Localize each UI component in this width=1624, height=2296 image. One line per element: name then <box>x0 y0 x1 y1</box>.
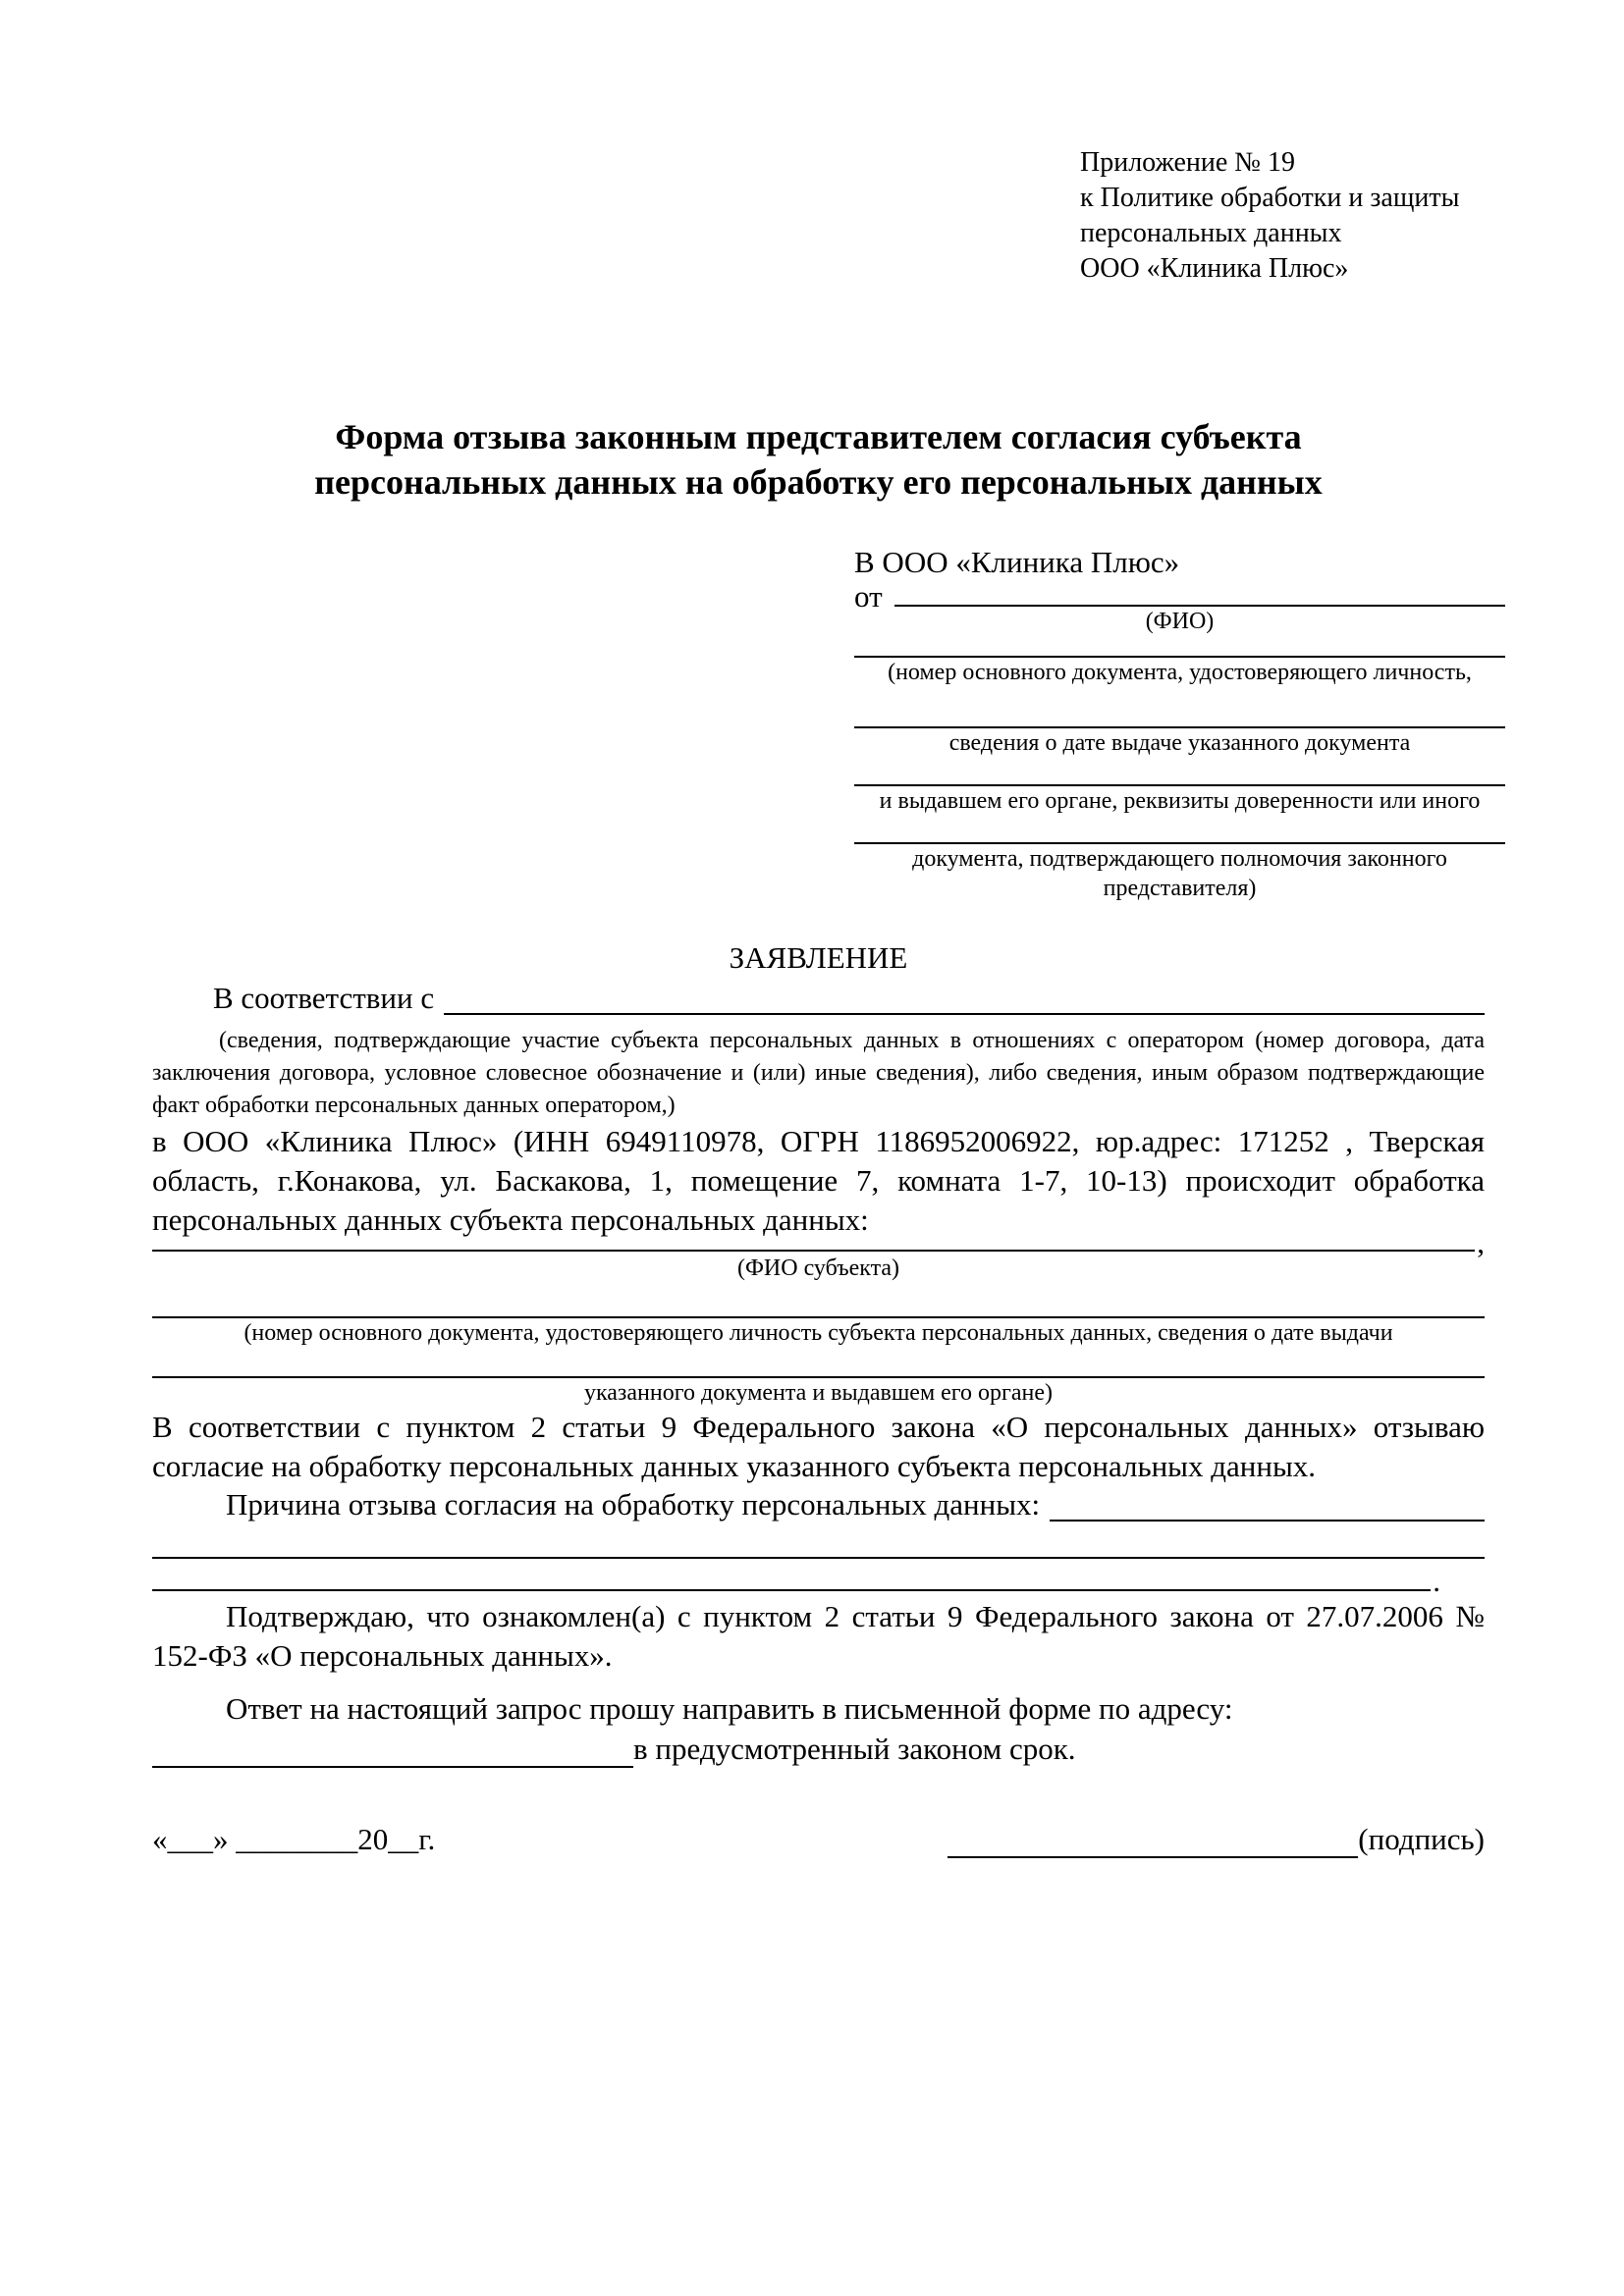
appendix-note-line: к Политике обработки и защиты <box>1080 183 1460 213</box>
comma-mark: , <box>1477 1225 1485 1259</box>
reply-tail: в предусмотренный законом срок. <box>633 1732 1076 1766</box>
reason-label: Причина отзыва согласия на обработку персональных данных: <box>226 1487 1041 1522</box>
basis-input-line <box>444 980 1485 1015</box>
signature-line <box>947 1819 1358 1858</box>
doc-number-input-line <box>854 636 1505 658</box>
fio-caption: (ФИО) <box>1145 609 1215 634</box>
reason-row <box>152 1486 1485 1522</box>
period-mark: . <box>1433 1564 1440 1598</box>
date-field: «___» ________20__г. <box>152 1822 436 1856</box>
subject-doc-input-line <box>152 1348 1485 1378</box>
reason-blank-line <box>152 1522 1485 1559</box>
confirm-paragraph: Подтверждаю, что ознакомлен(а) с пунктом 2 статьи 9 Федерального закона от 27.07.2006 № 152-ФЗ «О персональных данных». <box>152 1599 1485 1673</box>
reason-blank-row <box>152 1559 1440 1598</box>
addressee-from-row <box>854 579 1505 614</box>
addressee-from-label: от <box>854 579 883 614</box>
addressee-block <box>854 544 1505 903</box>
intro-label: В соответствии с <box>213 981 435 1015</box>
doc-caption: и выдавшем его органе, реквизиты доверенности или иного <box>879 788 1481 814</box>
doc-caption: сведения о дате выдаче указанного документа <box>948 730 1411 756</box>
statement-heading: ЗАЯВЛЕНИЕ <box>729 940 908 975</box>
fio-input-line <box>894 581 1505 607</box>
signature-caption: (подпись) <box>1358 1822 1485 1856</box>
reply-address-row <box>152 1729 1485 1768</box>
address-input-line <box>152 1729 633 1768</box>
subject-doc-caption: (номер основного документа, удостоверяющего личность субъекта персональных данных, сведения о дате выдачи <box>244 1320 1393 1346</box>
intro-row <box>152 980 1485 1015</box>
subject-fio-input-line <box>152 1240 1475 1252</box>
footer <box>152 1819 1485 1858</box>
appendix-note-line: Приложение № 19 <box>1080 147 1295 178</box>
subject-doc-caption: указанного документа и выдавшем его органе) <box>583 1380 1054 1406</box>
appendix-note-line: ООО «Клиника Плюс» <box>1080 253 1349 284</box>
doc-authority-input-line <box>854 816 1505 844</box>
subject-fio-caption: (ФИО субъекта) <box>736 1255 900 1281</box>
reply-paragraph: Ответ на настоящий запрос прошу направить в письменной форме по адресу: <box>226 1691 1233 1726</box>
doc-caption: (номер основного документа, удостоверяющего личность, <box>888 660 1472 685</box>
addressee-to: В ООО «Клиника Плюс» <box>854 545 1180 579</box>
withdraw-paragraph: В соответствии с пунктом 2 статьи 9 Федерального закона «О персональных данных» отзываю согласие на обработку персональных данных указанного субъекта персональных данных. <box>152 1410 1485 1483</box>
page-title: Форма отзыва законным представителем согласия субъекта персональных данных на обработку его персональных данных <box>314 417 1323 502</box>
operator-paragraph: в ООО «Клиника Плюс» (ИНН 6949110978, ОГРН 1186952006922, юр.адрес: 171252 , Тверская область, г.Конакова, ул. Баскакова, 1, помещение 7, комната 1-7, 10-13) происходит обработка персональных данных субъекта персональных данных: <box>152 1124 1485 1237</box>
reason-input-line <box>1050 1486 1485 1522</box>
doc-date-input-line <box>854 687 1505 728</box>
reason-blank-line <box>152 1559 1431 1591</box>
subject-fio-row <box>152 1225 1485 1259</box>
doc-caption: документа, подтверждающего полномочия законного представителя) <box>912 846 1447 901</box>
legal-note: (сведения, подтверждающие участие субъекта персональных данных в отношениях с оператором (номер договора, дата заключения договора, условное словесное обозначение и (или) иные сведения), либо сведения, иным образом подтверждающие факт обработки персональных данных оператором,) <box>152 1028 1485 1118</box>
subject-doc-input-line <box>152 1283 1485 1318</box>
doc-issuer-input-line <box>854 758 1505 786</box>
appendix-note <box>1080 145 1485 287</box>
appendix-note-line: персональных данных <box>1080 218 1342 248</box>
